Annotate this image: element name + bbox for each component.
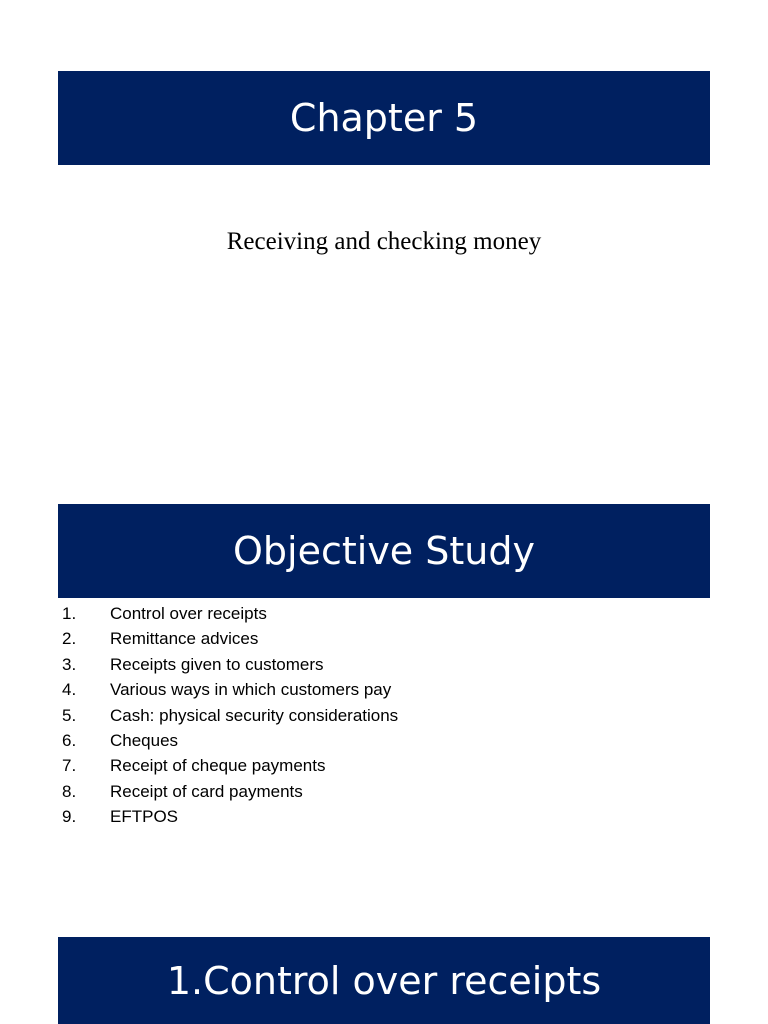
list-item — [62, 601, 702, 626]
list-item-text: Various ways in which customers pay — [110, 680, 392, 700]
list-item — [62, 677, 702, 702]
list-item-text: Cheques — [110, 730, 179, 750]
list-item-number: 7. — [62, 756, 77, 776]
list-item — [62, 779, 702, 804]
list-item — [62, 703, 702, 728]
list-item-text: Receipt of cheque payments — [110, 756, 326, 776]
list-item-text: EFTPOS — [110, 807, 179, 827]
list-item — [62, 753, 702, 778]
list-item-number: 4. — [62, 680, 77, 700]
list-item-text: Cash: physical security considerations — [110, 705, 399, 725]
list-item-text: Remittance advices — [110, 629, 259, 649]
list-item-text: Receipt of card payments — [110, 781, 303, 801]
objective-list — [62, 601, 702, 830]
list-item — [62, 804, 702, 829]
objective-study-banner — [58, 504, 710, 598]
objective-study-title: Objective Study — [233, 529, 535, 573]
list-item-text: Receipts given to customers — [110, 654, 324, 674]
chapter-subtitle: Receiving and checking money — [226, 228, 542, 255]
list-item-number: 3. — [62, 654, 77, 674]
list-item-number: 5. — [62, 705, 77, 725]
list-item — [62, 652, 702, 677]
section-title-banner — [58, 937, 710, 1024]
section-title: 1.Control over receipts — [166, 958, 602, 1003]
list-item-text: Control over receipts — [110, 604, 267, 623]
list-item-number: 1. — [62, 604, 77, 623]
list-item-number: 6. — [62, 730, 77, 750]
chapter-title: Chapter 5 — [289, 96, 479, 140]
list-item-number: 8. — [62, 781, 77, 801]
list-item-number: 9. — [62, 807, 77, 827]
list-item — [62, 626, 702, 651]
list-item-number: 2. — [62, 629, 77, 649]
chapter-title-banner — [58, 71, 710, 165]
list-item — [62, 728, 702, 753]
